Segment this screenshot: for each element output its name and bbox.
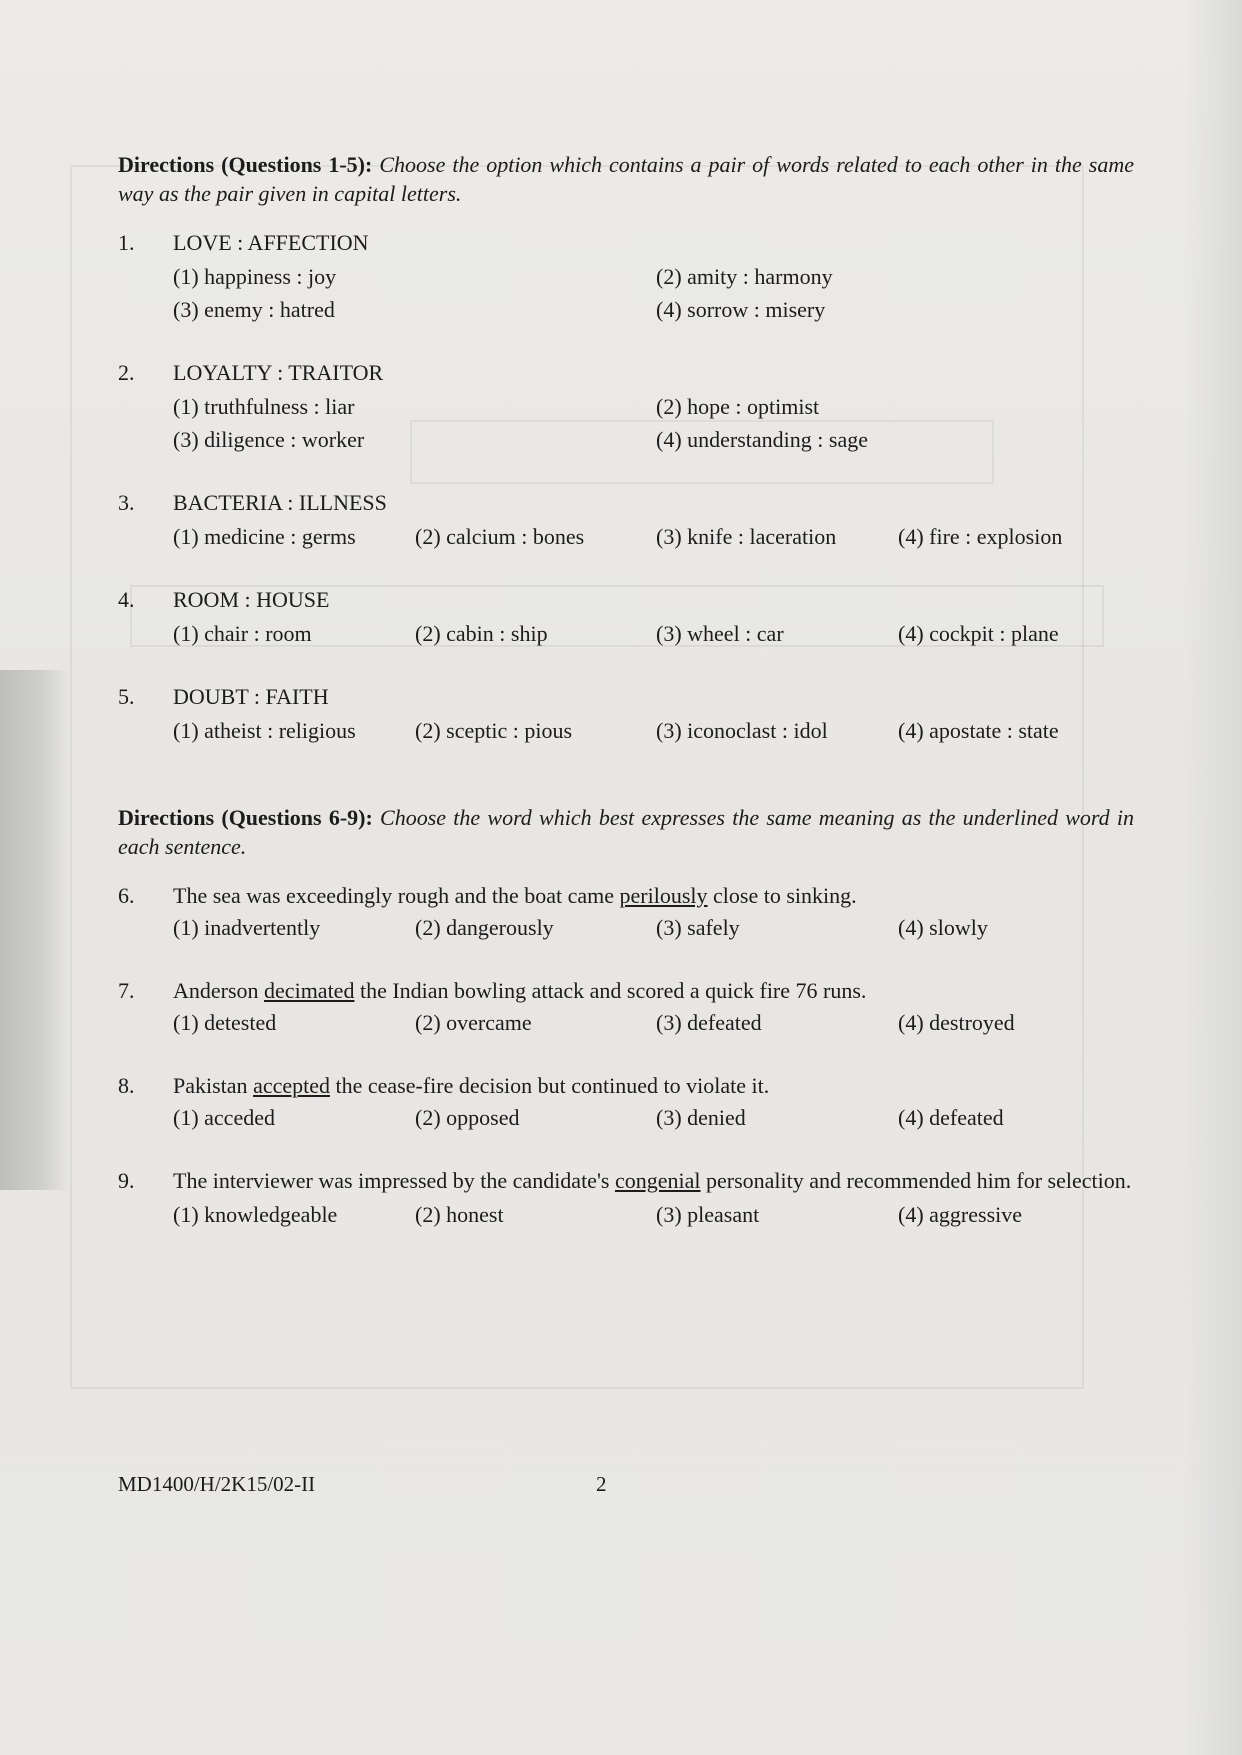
- sentence-part: The interviewer was impressed by the candidate's: [173, 1168, 615, 1193]
- directions-1-5: [118, 150, 1134, 208]
- question-stem: ROOM : HOUSE: [173, 587, 330, 612]
- sentence-part: Anderson: [173, 978, 265, 1003]
- option: (1) atheist : religious: [173, 718, 356, 743]
- question-3: [118, 488, 1134, 553]
- question-8: [118, 1071, 1134, 1134]
- option: (3) enemy : hatred: [173, 297, 335, 322]
- option: (1) chair : room: [173, 621, 312, 646]
- question-number: 8.: [118, 1073, 135, 1098]
- question-number: 3.: [118, 490, 135, 515]
- question-2: [118, 358, 1134, 456]
- question-number: 6.: [118, 883, 135, 908]
- option: (3) defeated: [656, 1010, 762, 1035]
- underlined-word: accepted: [253, 1073, 330, 1098]
- option: (2) opposed: [415, 1105, 520, 1130]
- option: (4) sorrow : misery: [656, 297, 826, 322]
- question-4: [118, 585, 1134, 650]
- option: (4) cockpit : plane: [898, 621, 1059, 646]
- option: (3) knife : laceration: [656, 524, 837, 549]
- main-content: [118, 150, 1134, 1231]
- option: (4) slowly: [898, 915, 988, 940]
- directions-label: Directions (Questions 6-9):: [118, 805, 373, 830]
- question-9: [118, 1166, 1134, 1231]
- scan-edge: [1182, 0, 1242, 1755]
- scan-shadow: [0, 670, 70, 1190]
- option: (1) knowledgeable: [173, 1202, 338, 1227]
- option: (1) medicine : germs: [173, 524, 356, 549]
- option: (3) iconoclast : idol: [656, 718, 828, 743]
- option: (2) overcame: [415, 1010, 532, 1035]
- question-sentence: [173, 881, 1134, 911]
- question-6: [118, 881, 1134, 944]
- option: (4) apostate : state: [898, 718, 1059, 743]
- option: (4) fire : explosion: [898, 524, 1063, 549]
- question-7: [118, 976, 1134, 1039]
- sentence-part: the Indian bowling attack and scored a quick fire 76 runs.: [354, 978, 867, 1003]
- option: (3) pleasant: [656, 1202, 760, 1227]
- option: (4) defeated: [898, 1105, 1004, 1130]
- option: (2) cabin : ship: [415, 621, 548, 646]
- sentence-part: Pakistan: [173, 1073, 254, 1098]
- directions-text: Choose the word which best expresses the same meaning as the underlined word in each sentence.: [118, 805, 1134, 859]
- underlined-word: decimated: [264, 978, 355, 1003]
- question-number: 7.: [118, 978, 135, 1003]
- option: (2) dangerously: [415, 915, 554, 940]
- option: (1) detested: [173, 1010, 277, 1035]
- option: (3) denied: [656, 1105, 746, 1130]
- question-sentence: [173, 1166, 1134, 1196]
- option: (1) happiness : joy: [173, 264, 337, 289]
- option: (1) acceded: [173, 1105, 275, 1130]
- option: (3) wheel : car: [656, 621, 784, 646]
- option: (3) diligence : worker: [173, 427, 365, 452]
- question-1: [118, 228, 1134, 326]
- directions-6-9: [118, 803, 1134, 861]
- page-number: 2: [596, 1472, 607, 1496]
- sentence-part: the cease-fire decision but continued to violate it.: [330, 1073, 770, 1098]
- question-number: 4.: [118, 587, 135, 612]
- question-number: 2.: [118, 360, 135, 385]
- question-number: 9.: [118, 1168, 135, 1193]
- directions-text: Choose the option which contains a pair of words related to each other in the same way as the pair given in capital letters.: [118, 152, 1134, 206]
- booklet-code: MD1400/H/2K15/02-II: [118, 1472, 316, 1496]
- option: (2) amity : harmony: [656, 264, 833, 289]
- underlined-word: perilously: [619, 883, 708, 908]
- question-number: 1.: [118, 230, 135, 255]
- option: (4) aggressive: [898, 1202, 1023, 1227]
- option: (4) understanding : sage: [656, 427, 868, 452]
- directions-label: Directions (Questions 1-5):: [118, 152, 373, 177]
- question-sentence: [173, 1071, 1134, 1101]
- question-stem: DOUBT : FAITH: [173, 684, 329, 709]
- option: (2) sceptic : pious: [415, 718, 573, 743]
- sentence-part: The sea was exceedingly rough and the boat came: [173, 883, 620, 908]
- option: (3) safely: [656, 915, 740, 940]
- sentence-part: personality and recommended him for selection.: [700, 1168, 1132, 1193]
- question-5: [118, 682, 1134, 747]
- option: (1) inadvertently: [173, 915, 321, 940]
- option: (2) honest: [415, 1202, 504, 1227]
- option: (1) truthfulness : liar: [173, 394, 355, 419]
- option: (2) hope : optimist: [656, 394, 820, 419]
- sentence-part: close to sinking.: [707, 883, 857, 908]
- question-stem: LOVE : AFFECTION: [173, 230, 369, 255]
- question-number: 5.: [118, 684, 135, 709]
- question-stem: BACTERIA : ILLNESS: [173, 490, 387, 515]
- option: (2) calcium : bones: [415, 524, 585, 549]
- underlined-word: congenial: [614, 1168, 701, 1193]
- option: (4) destroyed: [898, 1010, 1015, 1035]
- question-sentence: [173, 976, 1134, 1006]
- question-stem: LOYALTY : TRAITOR: [173, 360, 384, 385]
